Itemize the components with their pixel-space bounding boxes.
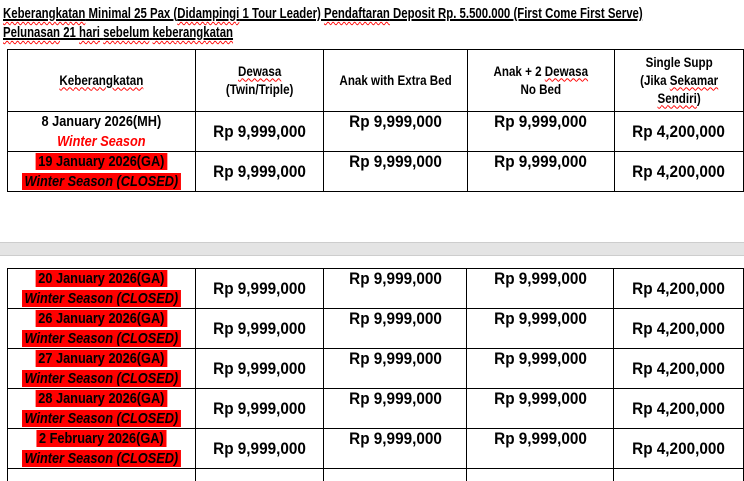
- departure-date: 2 February 2026(GA): [36, 430, 166, 447]
- misspelled-word: Dewasa: [544, 63, 589, 79]
- price-single-supp-cell: Rp 4,200,000: [614, 112, 743, 152]
- price-single-supp-cell: Rp 4,200,000: [614, 429, 744, 469]
- header-text: Anak with Extra Bed: [339, 72, 452, 88]
- season-label: Winter Season (CLOSED): [22, 290, 181, 307]
- price-dewasa-cell: Rp 9,999,000: [195, 429, 324, 469]
- departure-date: 19 January 2026(GA): [36, 153, 167, 170]
- intro-segment: Deposit Rp. 5.500.000 (First Come First Serve): [389, 5, 643, 22]
- misspelled-word: Pelunasan: [3, 24, 61, 41]
- misspelled-word: Sendiri: [657, 90, 697, 106]
- departure-cell: [8, 112, 196, 152]
- price-anak-extra-bed-cell: Rp 9,999,000: [324, 309, 467, 349]
- departure-cell: [8, 309, 196, 349]
- season-label: Winter Season: [57, 132, 146, 150]
- table-row: [8, 349, 744, 389]
- table-row: [8, 429, 744, 469]
- misspelled-word: Pendaftaran: [323, 5, 390, 22]
- header-text: ): [696, 90, 701, 106]
- misspelled-word: keberangkatan: [152, 24, 234, 41]
- price-anak-extra-bed-cell: Rp 9,999,000: [324, 389, 467, 429]
- season-label: Winter Season (CLOSED): [22, 450, 181, 467]
- price-dewasa-cell: Rp 9,999,000: [195, 152, 323, 192]
- table-row-partial: [8, 469, 744, 481]
- col-header-single-supp: [614, 50, 743, 112]
- page-break-band: [0, 242, 744, 256]
- misspelled-word: Keberangkatan: [3, 5, 86, 22]
- table-row: [8, 309, 744, 349]
- departure-cell: [8, 429, 196, 469]
- departure-date: 20 January 2026(GA): [36, 270, 167, 287]
- table-row: [8, 389, 744, 429]
- season-label: Winter Season (CLOSED): [22, 330, 181, 347]
- price-single-supp-cell: Rp 4,200,000: [614, 309, 744, 349]
- table-row: [8, 112, 744, 152]
- intro-line-1: [3, 4, 643, 23]
- misspelled-word: hari: [79, 24, 100, 41]
- price-anak-no-bed-cell: Rp 9,999,000: [467, 349, 614, 389]
- header-subtext: (Twin/Triple): [225, 81, 294, 97]
- price-anak-extra-bed-cell: Rp 9,999,000: [324, 349, 467, 389]
- misspelled-word: Keberangkatan: [59, 72, 144, 88]
- price-anak-no-bed-cell: Rp 9,999,000: [467, 309, 614, 349]
- price-dewasa-cell: Rp 9,999,000: [195, 269, 324, 309]
- intro-segment: Minimal 25 Pax (: [85, 5, 178, 22]
- departure-cell: [8, 152, 196, 192]
- departure-date: 26 January 2026(GA): [36, 310, 167, 327]
- price-anak-no-bed-cell: Rp 9,999,000: [467, 429, 614, 469]
- price-single-supp-cell: Rp 4,200,000: [614, 349, 744, 389]
- price-single-supp-cell: Rp 4,200,000: [614, 269, 744, 309]
- header-subtext: No Bed: [520, 81, 562, 97]
- misspelled-word: Sekamar: [669, 72, 718, 88]
- pricing-table-page2: [7, 268, 744, 481]
- intro-line-2: [3, 23, 643, 42]
- price-dewasa-cell: Rp 9,999,000: [195, 389, 324, 429]
- misspelled-word: Didampingi: [177, 5, 240, 22]
- intro-text: [3, 4, 744, 42]
- price-single-supp-cell: Rp 4,200,000: [614, 389, 744, 429]
- departure-cell: [8, 269, 196, 309]
- season-label: Winter Season (CLOSED): [22, 370, 181, 387]
- col-header-anak-no-bed: [468, 50, 615, 112]
- price-anak-extra-bed-cell: Rp 9,999,000: [324, 269, 467, 309]
- misspelled-word: sebelum: [103, 24, 150, 41]
- header-text: (Jika: [639, 72, 670, 88]
- table-row: [8, 269, 744, 309]
- season-label: Winter Season (CLOSED): [22, 173, 181, 190]
- header-text: Anak + 2: [493, 63, 545, 79]
- price-dewasa-cell: Rp 9,999,000: [195, 349, 324, 389]
- price-anak-extra-bed-cell: Rp 9,999,000: [324, 112, 468, 152]
- departure-date: 27 January 2026(GA): [36, 350, 167, 367]
- col-header-anak-extra-bed: [324, 50, 468, 112]
- price-single-supp-cell: Rp 4,200,000: [614, 152, 743, 192]
- price-anak-no-bed-cell: Rp 9,999,000: [467, 389, 614, 429]
- col-header-dewasa: [195, 50, 323, 112]
- table-row: [8, 152, 744, 192]
- price-anak-extra-bed-cell: Rp 9,999,000: [324, 429, 467, 469]
- departure-cell: [8, 389, 196, 429]
- col-header-departure: [8, 50, 196, 112]
- price-dewasa-cell: Rp 9,999,000: [195, 309, 324, 349]
- price-anak-no-bed-cell: Rp 9,999,000: [468, 152, 615, 192]
- price-dewasa-cell: Rp 9,999,000: [195, 112, 323, 152]
- misspelled-word: Dewasa: [237, 63, 282, 79]
- departure-date: 8 January 2026(MH): [41, 113, 162, 130]
- season-label: Winter Season (CLOSED): [22, 410, 181, 427]
- departure-date: 28 January 2026(GA): [36, 390, 167, 407]
- pricing-table-page1: [7, 49, 744, 192]
- price-anak-no-bed-cell: Rp 9,999,000: [468, 112, 615, 152]
- intro-segment: 1 Tour Leader): [239, 5, 324, 22]
- departure-cell: [8, 349, 196, 389]
- header-row: [8, 50, 744, 112]
- price-anak-no-bed-cell: Rp 9,999,000: [467, 269, 614, 309]
- price-anak-extra-bed-cell: Rp 9,999,000: [324, 152, 468, 192]
- header-text: Single Supp: [645, 54, 713, 70]
- intro-segment: 21: [60, 24, 80, 41]
